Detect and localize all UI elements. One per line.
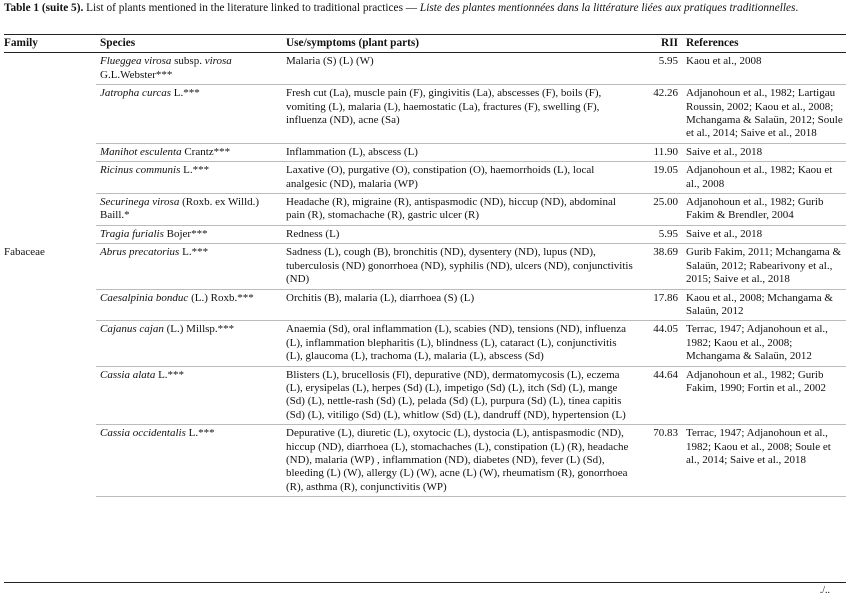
caption-english: List of plants mentioned in the literature linked to traditional practices — — [83, 2, 420, 14]
species-name: Flueggea virosa — [100, 55, 172, 68]
cell-family — [4, 366, 96, 425]
species-authority: Bojer*** — [163, 227, 208, 240]
cell-family — [4, 85, 96, 144]
species-name: Tragia furialis — [100, 227, 164, 240]
cell-species — [96, 53, 286, 85]
cell-rii: 44.64 — [636, 366, 686, 425]
species-name: virosa — [204, 55, 232, 68]
table-row — [4, 194, 846, 226]
table-row — [4, 366, 846, 425]
cell-use: Redness (L) — [286, 225, 636, 243]
table-body — [4, 53, 846, 497]
species-name: Securinega virosa — [100, 196, 180, 209]
header-species: Species — [96, 35, 286, 53]
cell-family — [4, 425, 96, 497]
cell-references: Adjanohoun et al., 1982; Lartigau Roussin, 2002; Kaou et al., 2008; Mchangama & Salaün, 2012; Soule et al., 2014; Saive et al., 2018 — [686, 85, 846, 144]
cell-use: Malaria (S) (L) (W) — [286, 53, 636, 85]
cell-species — [96, 225, 286, 243]
cell-references: Adjanohoun et al., 1982; Gurib Fakim, 1990; Fortin et al., 2002 — [686, 366, 846, 425]
table-row — [4, 244, 846, 289]
cell-use: Fresh cut (La), muscle pain (F), gingivitis (La), abscesses (F), boils (F), vomiting (L), malaria (L), haemostatic (La), fractures (F), swelling (F), influenza (ND), acne (Sa) — [286, 85, 636, 144]
cell-family — [4, 162, 96, 194]
cell-family — [4, 143, 96, 161]
cell-references: Terrac, 1947; Adjanohoun et al., 1982; Kaou et al., 2008; Mchangama & Salaün, 2012 — [686, 321, 846, 366]
caption-french: Liste des plantes mentionnées dans la littérature liées aux pratiques traditionnelles — [419, 2, 796, 14]
cell-rii: 38.69 — [636, 244, 686, 289]
species-authority: (L.) Millsp.*** — [163, 323, 235, 336]
header-rii: RII — [636, 35, 686, 53]
header-use: Use/symptoms (plant parts) — [286, 35, 636, 53]
cell-references: Saive et al., 2018 — [686, 225, 846, 243]
species-name: Cajanus cajan — [100, 323, 164, 336]
cell-rii: 42.26 — [636, 85, 686, 144]
cell-species — [96, 425, 286, 497]
table-row — [4, 289, 846, 321]
species-name: Manihot esculenta — [100, 145, 182, 158]
table-row — [4, 143, 846, 161]
cell-use: Inflammation (L), abscess (L) — [286, 143, 636, 161]
species-name: Abrus precatorius — [100, 246, 180, 259]
table-header-row — [4, 35, 846, 53]
species-name: Cassia occidentalis — [100, 427, 186, 440]
continuation-marker: ./.. — [819, 585, 830, 596]
species-authority: L.*** — [155, 368, 185, 381]
cell-family — [4, 225, 96, 243]
cell-family — [4, 53, 96, 85]
species-name: Cassia alata — [100, 368, 156, 381]
cell-species — [96, 194, 286, 226]
table-row — [4, 321, 846, 366]
species-authority: L.*** — [170, 87, 200, 100]
cell-species — [96, 85, 286, 144]
cell-references: Gurib Fakim, 2011; Mchangama & Salaün, 2012; Rabearivony et al., 2015; Saive et al., 2018 — [686, 244, 846, 289]
cell-species — [96, 162, 286, 194]
cell-references: Adjanohoun et al., 1982; Kaou et al., 2008 — [686, 162, 846, 194]
cell-references: Kaou et al., 2008; Mchangama & Salaün, 2012 — [686, 289, 846, 321]
cell-species — [96, 366, 286, 425]
header-family: Family — [4, 35, 96, 53]
table-row — [4, 162, 846, 194]
species-name: Jatropha curcas — [100, 87, 171, 100]
cell-references: Saive et al., 2018 — [686, 143, 846, 161]
species-authority: subsp. — [171, 55, 205, 68]
species-name: Ricinus communis — [100, 164, 181, 177]
species-authority: Crantz*** — [181, 145, 231, 158]
species-authority: (Roxb. ex Willd.) Baill.* — [100, 196, 260, 222]
cell-rii: 44.05 — [636, 321, 686, 366]
table-row — [4, 53, 846, 85]
cell-rii: 17.86 — [636, 289, 686, 321]
cell-use: Anaemia (Sd), oral inflammation (L), scabies (ND), tensions (ND), influenza (L), inflammation blepharitis (L), blindness (L), cataract (L), conjunctivitis (L), glaucoma (L), trachoma (L), malaria (L), abscess (Sd) — [286, 321, 636, 366]
table-row — [4, 425, 846, 497]
cell-species — [96, 321, 286, 366]
species-name: Caesalpinia bonduc — [100, 291, 189, 304]
cell-use: Depurative (L), diuretic (L), oxytocic (L), dystocia (L), antispasmodic (ND), hiccup (ND), diarrhoea (L), stomachaches (L), constipation (L) (R), headache (ND), malaria (WP) , inflammation (ND), diabetes (ND), fever (L) (Sd), bleeding (L) (W), allergy (L) (W), acne (L) (W), rheumatism (R), gonorrhoea (R), asthma (R), conjunctivitis (WP) — [286, 425, 636, 497]
table-caption — [4, 2, 846, 16]
plants-table — [4, 34, 846, 497]
cell-references: Kaou et al., 2008 — [686, 53, 846, 85]
cell-rii: 19.05 — [636, 162, 686, 194]
cell-species — [96, 244, 286, 289]
cell-species — [96, 143, 286, 161]
cell-species — [96, 289, 286, 321]
cell-rii: 70.83 — [636, 425, 686, 497]
species-authority: L.*** — [179, 246, 209, 259]
header-references: References — [686, 35, 846, 53]
cell-family — [4, 289, 96, 321]
table-bottom-rule — [4, 582, 846, 583]
species-authority: L.*** — [185, 427, 215, 440]
species-authority: G.L.Webster*** — [100, 68, 173, 81]
cell-references: Adjanohoun et al., 1982; Gurib Fakim & Brendler, 2004 — [686, 194, 846, 226]
cell-rii: 5.95 — [636, 225, 686, 243]
cell-rii: 11.90 — [636, 143, 686, 161]
caption-label: Table 1 (suite 5). — [4, 2, 84, 14]
cell-rii: 5.95 — [636, 53, 686, 85]
cell-family — [4, 194, 96, 226]
species-authority: L.*** — [180, 164, 210, 177]
cell-use: Orchitis (B), malaria (L), diarrhoea (S) (L) — [286, 289, 636, 321]
cell-family — [4, 321, 96, 366]
species-authority: (L.) Roxb.*** — [188, 291, 254, 304]
table-row — [4, 225, 846, 243]
cell-rii: 25.00 — [636, 194, 686, 226]
cell-family: Fabaceae — [4, 245, 45, 258]
caption-end: . — [795, 2, 799, 14]
cell-use: Blisters (L), brucellosis (Fl), depurative (ND), dermatomycosis (L), eczema (L), erysipelas (L), herpes (Sd) (L), impetigo (Sd) (L), itch (Sd) (L), mange (Sd) (L), nettle-rash (Sd) (L), pelada (Sd) (L), purpura (Sd) (L), tinea capitis (Sd) (L), vitiligo (Sd) (L), whitlow (Sd) (L), dandruff (ND), hypertension (L) — [286, 366, 636, 425]
table-row — [4, 85, 846, 144]
cell-use: Sadness (L), cough (B), bronchitis (ND), dysentery (ND), lupus (ND), tuberculosis (ND) gonorrhoea (ND), syphilis (ND), ulcers (ND), conjunctivitis (ND) — [286, 244, 636, 289]
cell-use: Headache (R), migraine (R), antispasmodic (ND), hiccup (ND), abdominal pain (R), stomachache (R), gastric ulcer (R) — [286, 194, 636, 226]
cell-use: Laxative (O), purgative (O), constipation (O), haemorrhoids (L), local analgesic (ND), malaria (WP) — [286, 162, 636, 194]
cell-references: Terrac, 1947; Adjanohoun et al., 1982; Kaou et al., 2008; Soule et al., 2014; Saive et al., 2018 — [686, 425, 846, 497]
